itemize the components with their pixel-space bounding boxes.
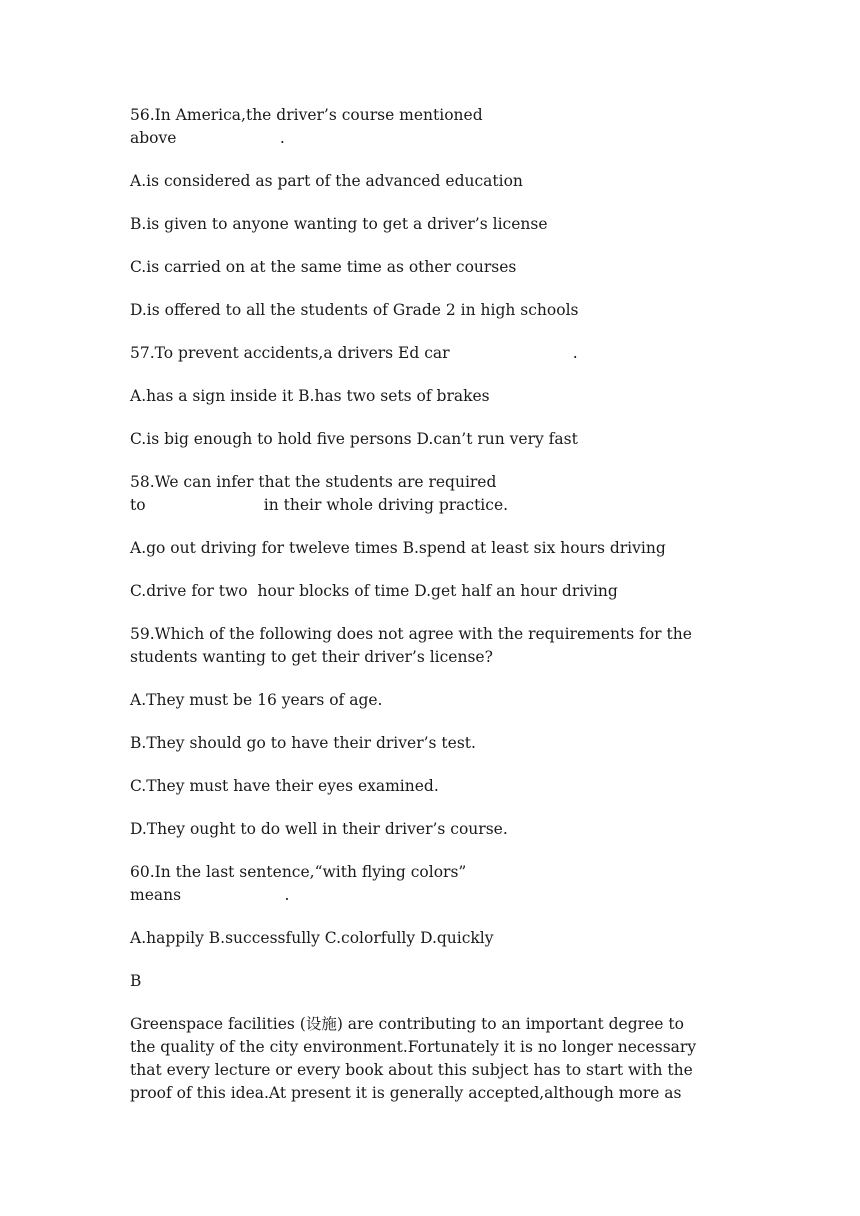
question-stem: 58.We can infer that the students are required	[130, 473, 497, 491]
option-a: A.is considered as part of the advanced education	[130, 172, 523, 190]
question-stem-cont: to in their whole driving practice.	[130, 496, 509, 514]
passage-line: Greenspace facilities (设施) are contributing to an important degree to	[130, 1015, 684, 1033]
question-60	[130, 861, 732, 970]
question-stem: 59.Which of the following does not agree with the requirements for the	[130, 625, 692, 643]
passage-line: the quality of the city environment.Fortunately it is no longer necessary	[130, 1038, 697, 1056]
question-59	[130, 623, 732, 861]
question-stem-cont: means .	[130, 886, 290, 904]
options-row: A.happily B.successfully C.colorfully D.quickly	[130, 929, 494, 947]
option-c-d: C.is big enough to hold five persons D.can’t run very fast	[130, 430, 578, 448]
question-stem: 57.To prevent accidents,a drivers Ed car .	[130, 344, 578, 362]
question-stem: 60.In the last sentence,“with flying colors”	[130, 863, 467, 881]
option-b: B.is given to anyone wanting to get a driver’s license	[130, 215, 548, 233]
question-58	[130, 471, 732, 623]
document-page	[130, 104, 732, 1105]
option-a-b: A.has a sign inside it B.has two sets of brakes	[130, 387, 490, 405]
option-b: B.They should go to have their driver’s test.	[130, 734, 476, 752]
question-stem-cont: above .	[130, 129, 285, 147]
option-d: D.They ought to do well in their driver’s course.	[130, 820, 508, 838]
question-56	[130, 104, 732, 342]
section-label: B	[130, 972, 142, 990]
option-c-d: C.drive for two hour blocks of time D.get half an hour driving	[130, 582, 618, 600]
option-a: A.They must be 16 years of age.	[130, 691, 383, 709]
passage	[130, 1013, 732, 1105]
passage-line: that every lecture or every book about this subject has to start with the	[130, 1061, 693, 1079]
passage-line: proof of this idea.At present it is generally accepted,although more as	[130, 1084, 682, 1102]
option-c: C.They must have their eyes examined.	[130, 777, 439, 795]
option-a-b: A.go out driving for tweleve times B.spend at least six hours driving	[130, 539, 666, 557]
question-stem: 56.In America,the driver’s course mentioned	[130, 106, 483, 124]
option-d: D.is offered to all the students of Grade 2 in high schools	[130, 301, 579, 319]
question-stem-cont: students wanting to get their driver’s license?	[130, 648, 493, 666]
question-57	[130, 342, 732, 471]
option-c: C.is carried on at the same time as other courses	[130, 258, 517, 276]
